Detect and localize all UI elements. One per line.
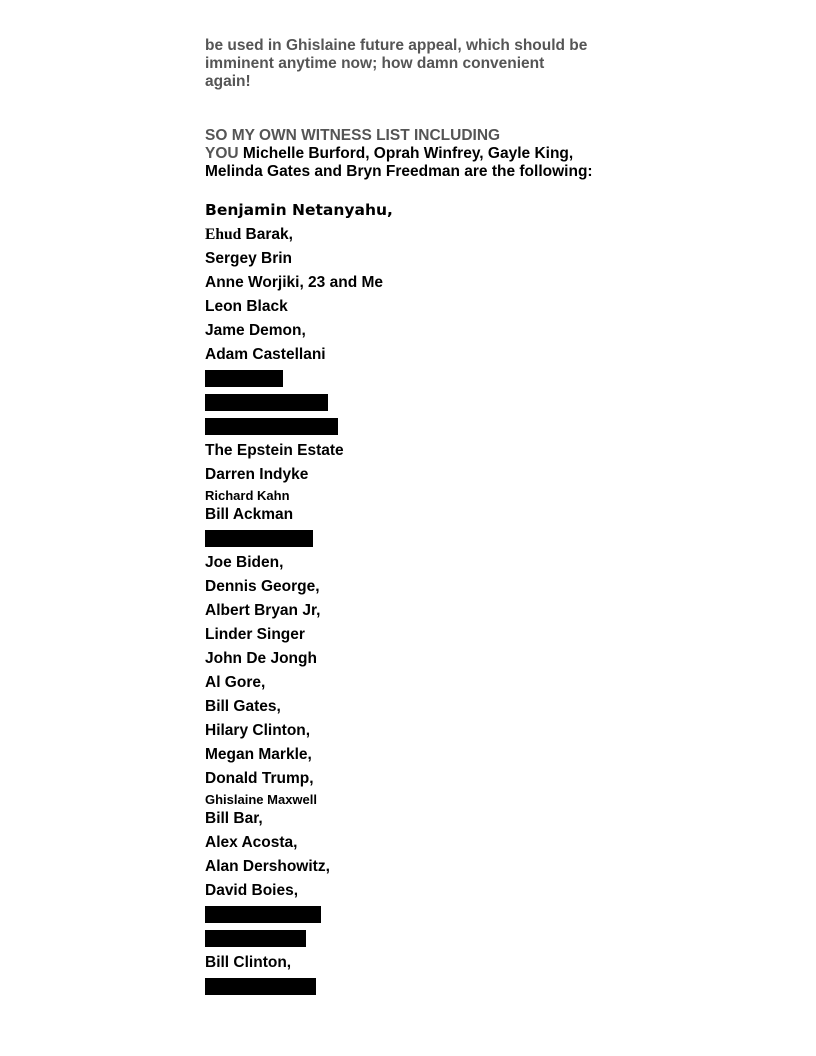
redaction-bar-4 [205,530,313,547]
witness-heading-line-1: SO MY OWN WITNESS LIST INCLUDING [205,127,501,144]
witness-trump: Donald Trump, [205,770,314,787]
barak-last-name: Barak, [241,226,293,243]
witness-hilary-clinton: Hilary Clinton, [205,722,311,739]
witness-singer: Linder Singer [205,626,305,643]
redaction-bar-5 [205,906,321,923]
intro-line-3: again! [205,73,251,90]
witness-bill-clinton: Bill Clinton, [205,954,292,971]
intro-line-2: imminent anytime now; how damn convenient [205,55,545,72]
redaction-bar-7 [205,978,316,995]
witness-netanyahu: Benjamin Netanyahu, [205,201,393,219]
witness-heading-line-2 [205,145,573,163]
witness-black: Leon Black [205,298,288,315]
witness-heading-line-3: Melinda Gates and Bryn Freedman are the following: [205,163,593,180]
witness-castellani: Adam Castellani [205,346,326,363]
witness-ackman: Bill Ackman [205,506,294,523]
witness-biden: Joe Biden, [205,554,284,571]
witness-bar: Bill Bar, [205,810,263,827]
heading-you: YOU [205,145,239,162]
witness-dejongh: John De Jongh [205,650,317,667]
witness-demon: Jame Demon, [205,322,306,339]
intro-line-1: be used in Ghislaine future appeal, which should be [205,37,588,54]
heading-names: Michelle Burford, Oprah Winfrey, Gayle King, [238,145,574,162]
witness-markle: Megan Markle, [205,746,312,763]
witness-brin: Sergey Brin [205,250,293,267]
witness-acosta: Alex Acosta, [205,834,298,851]
witness-gore: Al Gore, [205,674,266,691]
witness-indyke: Darren Indyke [205,466,309,483]
redaction-bar-2 [205,394,328,411]
witness-kahn: Richard Kahn [205,488,290,503]
witness-dershowitz: Alan Dershowitz, [205,858,330,875]
witness-worjiki: Anne Worjiki, 23 and Me [205,274,384,291]
witness-bill-gates: Bill Gates, [205,698,281,715]
redaction-bar-3 [205,418,338,435]
witness-barak [205,226,293,244]
witness-maxwell: Ghislaine Maxwell [205,792,317,807]
redaction-bar-1 [205,370,283,387]
barak-first-name: Ehud [205,226,242,243]
witness-boies: David Boies, [205,882,299,899]
witness-epstein-estate: The Epstein Estate [205,442,344,459]
witness-george: Dennis George, [205,578,320,595]
redaction-bar-6 [205,930,306,947]
witness-bryan: Albert Bryan Jr, [205,602,321,619]
